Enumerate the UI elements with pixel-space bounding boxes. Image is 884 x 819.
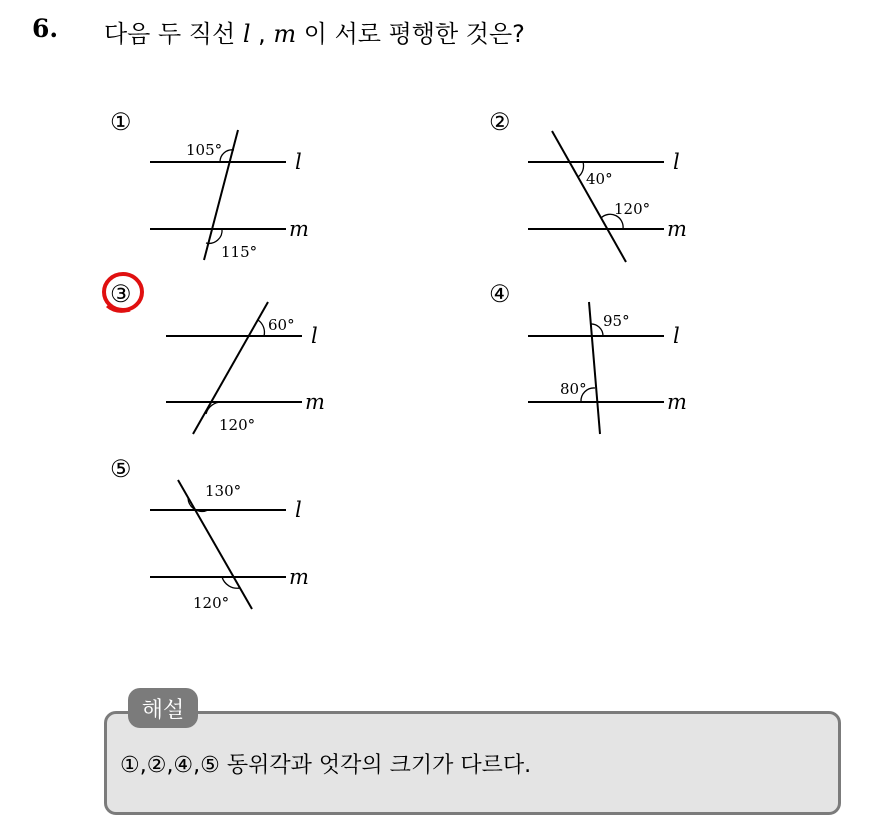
fig4-angle-top: 95°: [603, 312, 630, 330]
choice-1-number[interactable]: ①: [110, 108, 132, 136]
question-text-after: 이 서로 평행한 것은?: [296, 20, 525, 48]
fig5-angle-top: 130°: [205, 482, 242, 500]
choice-2-number[interactable]: ②: [489, 108, 511, 136]
fig2-angle-top: 40°: [586, 170, 613, 188]
fig4-transversal: [589, 302, 600, 434]
fig3-label-m: m: [305, 390, 325, 414]
fig2-arc-top: [578, 162, 584, 177]
choice-5-number[interactable]: ⑤: [110, 455, 132, 483]
fig1-label-m: m: [289, 217, 309, 241]
question-var-l: l: [242, 20, 251, 48]
fig2-transversal: [552, 131, 626, 262]
choice-4-number[interactable]: ④: [489, 280, 511, 308]
fig4-label-l: l: [673, 324, 680, 348]
fig2-angle-bottom: 120°: [614, 200, 651, 218]
fig5-label-l: l: [295, 498, 302, 522]
choice-3-number[interactable]: ③: [110, 280, 132, 308]
figure-2: [528, 131, 664, 262]
question-var-m: m: [273, 20, 297, 48]
fig5-angle-bottom: 120°: [193, 594, 230, 612]
fig1-angle-top: 105°: [186, 141, 223, 159]
fig3-angle-bottom: 120°: [219, 416, 256, 434]
solution-text: ①,②,④,⑤ 동위각과 엇각의 크기가 다르다.: [120, 753, 532, 778]
question-text-before: 다음 두 직선: [104, 20, 243, 48]
fig2-label-m: m: [667, 217, 687, 241]
fig1-label-l: l: [295, 150, 302, 174]
fig2-label-l: l: [673, 150, 680, 174]
fig3-label-l: l: [311, 324, 318, 348]
fig4-label-m: m: [667, 390, 687, 414]
solution-tag: 해설: [128, 688, 198, 728]
fig4-angle-bottom: 80°: [560, 380, 587, 398]
fig3-arc-top: [258, 320, 264, 336]
fig1-angle-bottom: 115°: [221, 243, 258, 261]
fig3-transversal: [193, 302, 268, 434]
figure-4: [528, 302, 664, 434]
fig3-angle-top: 60°: [268, 316, 295, 334]
fig5-label-m: m: [289, 565, 309, 589]
question-comma: ,: [250, 20, 274, 48]
fig3-arc-bottom: [206, 402, 222, 414]
question-number: 6.: [32, 14, 59, 43]
